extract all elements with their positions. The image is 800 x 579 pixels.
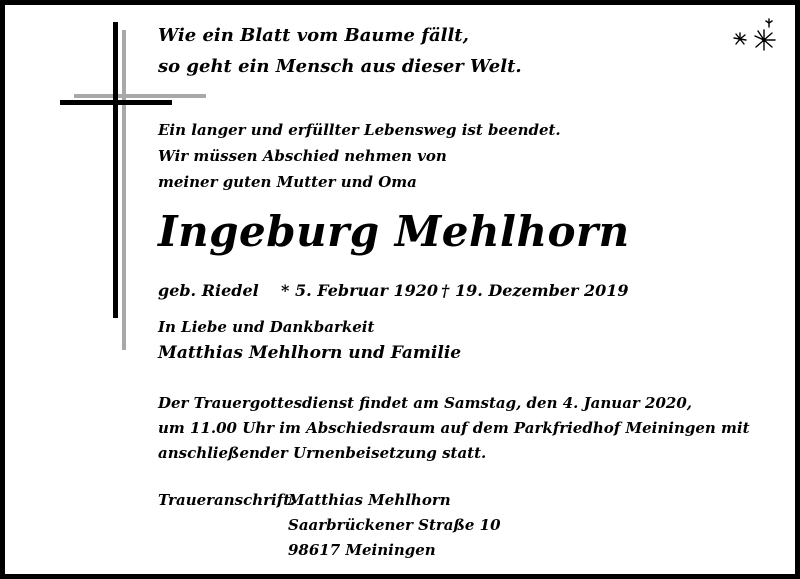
intro-line-2: Wir müssen Abschied nehmen von — [158, 147, 447, 165]
address-label: Traueranschrift: — [158, 491, 296, 509]
death-date: † 19. Dezember 2019 — [441, 281, 629, 300]
address-city: 98617 Meiningen — [288, 541, 436, 559]
cross-black-vertical-bar — [113, 22, 118, 318]
service-line-1: Der Trauergottesdienst findet am Samstag, den 4. Januar 2020, — [158, 394, 693, 412]
birth-name: geb. Riedel — [158, 281, 259, 300]
intro-line-1: Ein langer und erfüllter Lebensweg ist beendet. — [158, 121, 561, 139]
address-name: Matthias Mehlhorn — [288, 491, 451, 509]
address-street: Saarbrückener Straße 10 — [288, 516, 501, 534]
cross-gray-vertical-bar — [122, 30, 126, 350]
service-line-2: um 11.00 Uhr im Abschiedsraum auf dem Parkfriedhof Meiningen mit — [158, 419, 750, 437]
verse-line-1: Wie ein Blatt vom Baume fällt, — [158, 25, 469, 46]
deceased-name: Ingeburg Mehlhorn — [158, 207, 630, 256]
birth-date: * 5. Februar 1920 — [281, 281, 439, 300]
dandelion-flowers-icon — [728, 18, 780, 54]
mourners-family: Matthias Mehlhorn und Familie — [158, 343, 462, 363]
verse-line-2: so geht ein Mensch aus dieser Welt. — [158, 56, 522, 77]
cross-gray-horizontal-bar — [74, 94, 206, 98]
mourners-line-1: In Liebe und Dankbarkeit — [158, 318, 375, 336]
intro-line-3: meiner guten Mutter und Oma — [158, 173, 417, 191]
cross-black-horizontal-bar — [60, 100, 172, 105]
service-line-3: anschließender Urnenbeisetzung statt. — [158, 444, 487, 462]
